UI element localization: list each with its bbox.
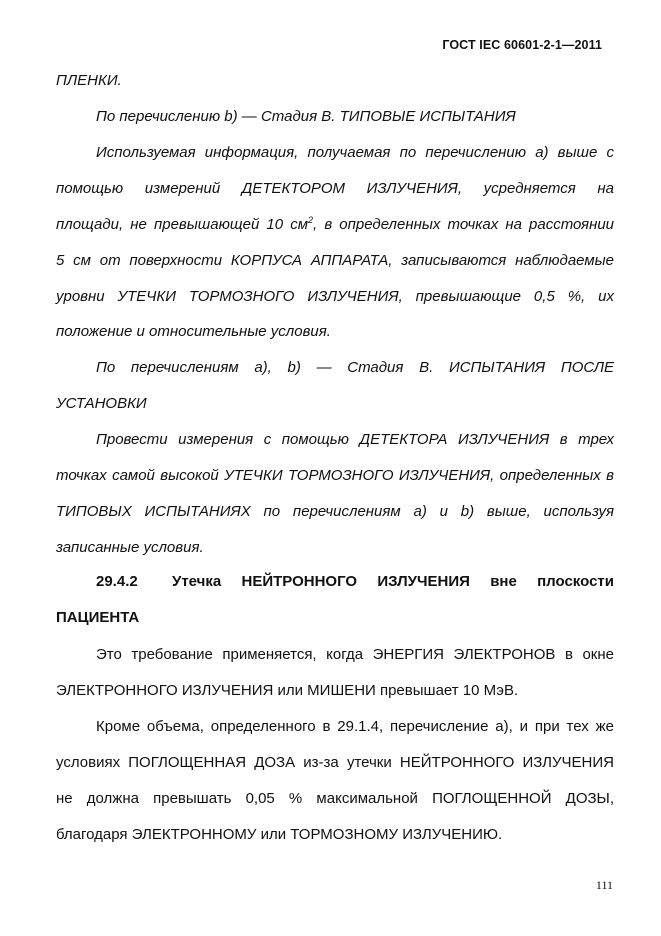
text-line: ПЛЕНКИ. [56,72,122,89]
text-line: УСТАНОВКИ [56,395,147,412]
text-line: уровни УТЕЧКИ ТОРМОЗНОГО ИЗЛУЧЕНИЯ, превышающие 0,5 %, их [56,288,614,305]
text-fragment: , в определенных точках на расстоянии [313,216,615,233]
text-line: благодаря ЭЛЕКТРОННОМУ или ТОРМОЗНОМУ ИЗЛУЧЕНИЮ. [56,826,503,843]
text-line: не должна превышать 0,05 % максимальной ПОГЛОЩЕННОЙ ДОЗЫ, [56,790,614,807]
text-line: Провести измерения с помощью ДЕТЕКТОРА ИЗЛУЧЕНИЯ в трех [96,431,614,448]
document-header-id: ГОСТ IEC 60601-2-1—2011 [442,38,602,52]
text-line: По перечислениям а), b) — Стадия В. ИСПЫТАНИЯ ПОСЛЕ [96,359,614,376]
text-line [56,216,614,234]
text-line: помощью измерений ДЕТЕКТОРОМ ИЗЛУЧЕНИЯ, усредняется на [56,180,614,197]
text-line: условиях ПОГЛОЩЕННАЯ ДОЗА из-за утечки НЕЙТРОННОГО ИЗЛУЧЕНИЯ [56,754,614,771]
text-line: Кроме объема, определенного в 29.1.4, перечисление а), и при тех же [96,718,614,735]
superscript: 2 [308,215,314,225]
text-line: записанные условия. [56,539,204,556]
text-line: Это требование применяется, когда ЭНЕРГИЯ ЭЛЕКТРОНОВ в окне [96,646,614,663]
text-line: ТИПОВЫХ ИСПЫТАНИЯХ по перечислениям а) и b) выше, используя [56,503,614,520]
text-line: положение и относительные условия. [56,323,331,340]
section-number: 29.4.2 [96,573,138,590]
text-line: 5 см от поверхности КОРПУСА АППАРАТА, записываются наблюдаемые [56,252,614,269]
text-line: Используемая информация, получаемая по перечислению а) выше с [96,144,614,161]
page-number: 111 [595,878,613,892]
text-line: По перечислению b) — Стадия В. ТИПОВЫЕ ИСПЫТАНИЯ [96,108,516,125]
text-line: ЭЛЕКТРОННОГО ИЗЛУЧЕНИЯ или МИШЕНИ превышает 10 МэВ. [56,682,519,699]
text-line: точках самой высокой УТЕЧКИ ТОРМОЗНОГО ИЗЛУЧЕНИЯ, определенных в [56,467,614,484]
section-title: Утечка НЕЙТРОННОГО ИЗЛУЧЕНИЯ вне плоскости [172,573,614,590]
text-fragment: площади, не превышающей 10 см [56,216,309,233]
section-title-continued: ПАЦИЕНТА [56,609,140,626]
